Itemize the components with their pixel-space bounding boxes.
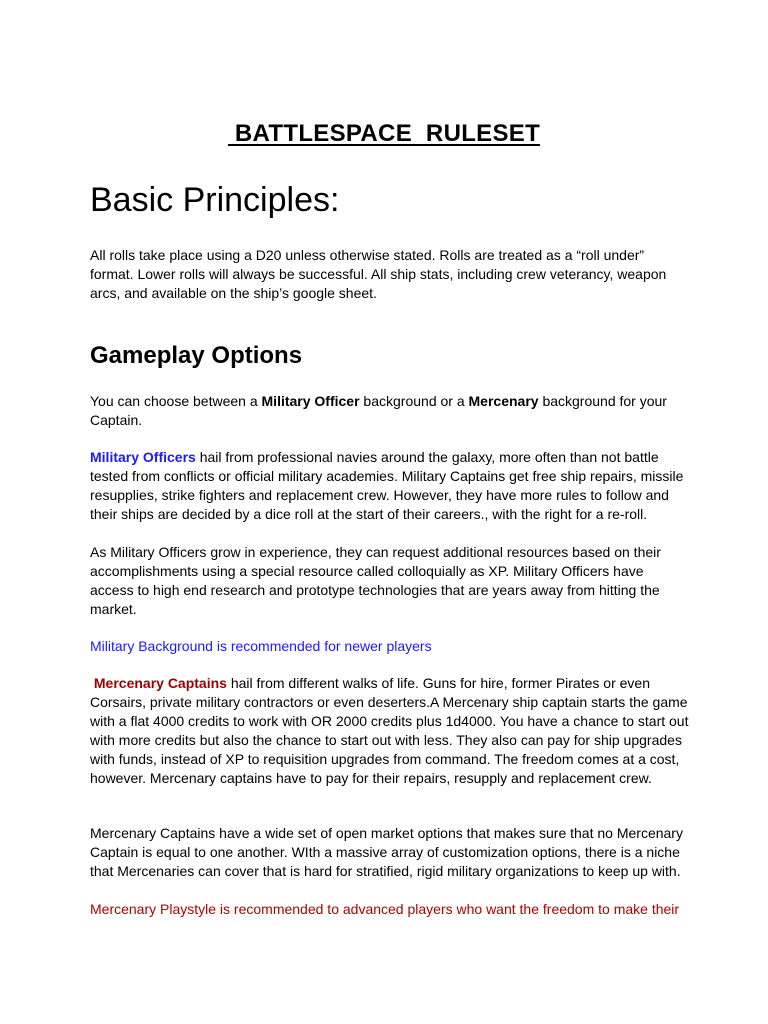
military-officers-lead: Military Officers — [90, 449, 196, 465]
military-recommendation: Military Background is recommended for newer players — [90, 638, 432, 654]
paragraph-mercenary-market: Mercenary Captains have a wide set of open market options that makes sure that no Mercenary Captain is equal to one another. WIth a massive array of customization options, there is a niche that Mercenaries can cover that is hard for stratified, rigid military organizations to keep up with. — [90, 825, 683, 879]
bold-mercenary: Mercenary — [468, 393, 539, 409]
paragraph-basic-principles: All rolls take place using a D20 unless otherwise stated. Rolls are treated as a “roll under” format. Lower rolls will always be successful. All ship stats, including crew veterancy, weapon arcs, and available on the ship’s google sheet. — [90, 247, 667, 301]
paragraph-military-xp: As Military Officers grow in experience, they can request additional resources based on their accomplishments using a special resource called colloquially as XP. Military Officers have access to high end research and prototype technologies that are years away from hitting the market. — [90, 544, 661, 617]
mercenary-captains-lead: Mercenary Captains — [93, 675, 227, 691]
document-title: BATTLESPACE RULESET — [227, 120, 541, 147]
mercenary-recommendation: Mercenary Playstyle is recommended to advanced players who want the freedom to make their — [90, 901, 680, 917]
heading-gameplay-options: Gameplay Options — [90, 342, 303, 369]
bold-military-officer: Military Officer — [261, 393, 360, 409]
heading-basic-principles: Basic Principles: — [90, 181, 340, 219]
paragraph-gameplay-intro: You can choose between a Military Officer background or a Mercenary background for your Captain. — [90, 393, 667, 428]
paragraph-mercenary-captains: Mercenary Captains hail from different walks of life. Guns for hire, former Pirates or even Corsairs, private military contractors or even deserters.A Mercenary ship captain starts the game with a flat 4000 credits to work with OR 2000 credits plus 1d4000. You have a chance to start out with more credits but also the chance to start out with less. They also can pay for ship upgrades with funds, instead of XP to requisition upgrades from command. The freedom comes at a cost, however. Mercenary captains have to pay for their repairs, resupply and replacement crew. — [90, 675, 689, 786]
paragraph-military-officers: Military Officers hail from professional navies around the galaxy, more often than not battle tested from conflicts or official military academies. Military Captains get free ship repairs, missile resupplies, strike fighters and replacement crew. However, they have more rules to follow and their ships are decided by a dice roll at the start of their careers., with the right for a re-roll. — [90, 449, 684, 522]
